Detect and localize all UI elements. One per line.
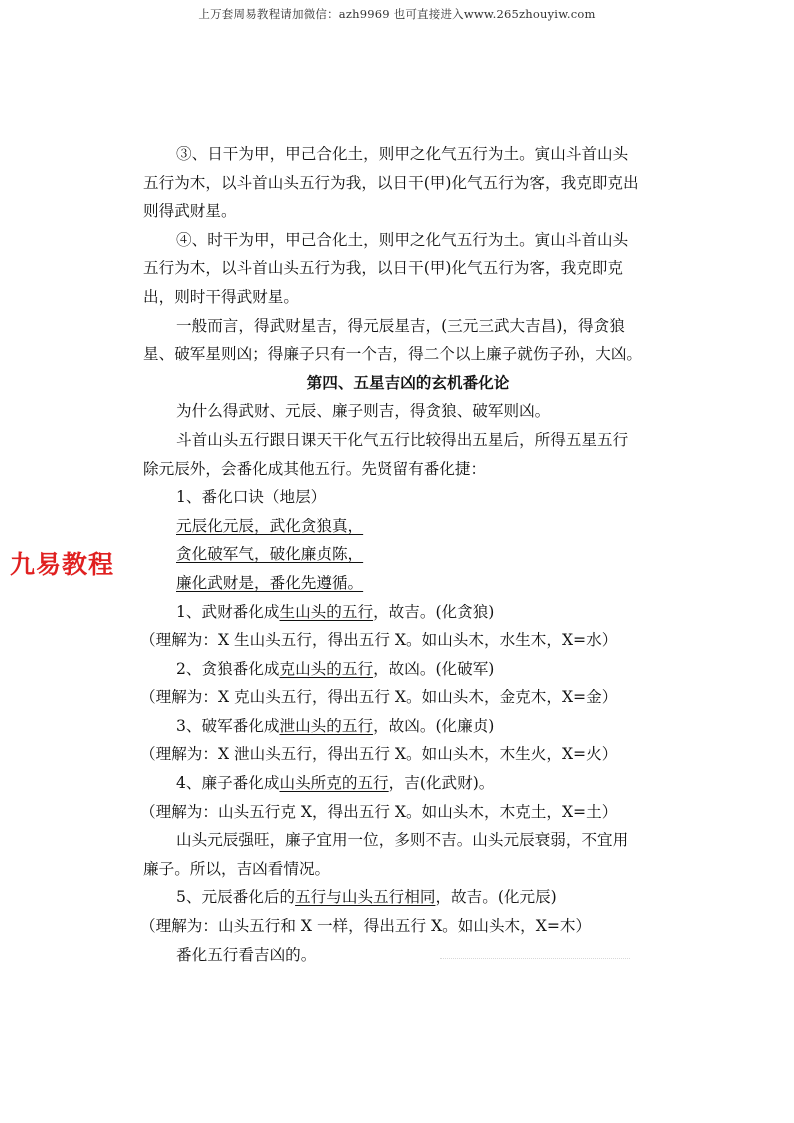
rule-extra-paragraph: 山头元辰强旺，廉子宜用一位，多则不吉。山头元辰衰弱，不宜用廉子。所以，吉凶看情况。 bbox=[143, 831, 629, 878]
rule-prefix: 4、廉子番化成 bbox=[176, 774, 280, 793]
rule-prefix: 1、武财番化成 bbox=[176, 602, 280, 621]
verse-text: 廉化武财是，番化先遵循。 bbox=[176, 573, 364, 592]
rule-note: （理解为：X 克山头五行，得出五行 X。如山头木，金克木，X=金） bbox=[140, 688, 618, 707]
watermark-logo: 九易教程 bbox=[10, 550, 115, 579]
rule-suffix: ，吉(化武财)。 bbox=[388, 774, 495, 793]
section-title: 第四、五星吉凶的玄机番化论 bbox=[306, 372, 510, 392]
paragraph-summary: 一般而言，得武财星吉，得元辰星吉，(三元三武大吉昌)，得贪狼星、破军星则凶；得廉子只有一个吉，得二个以上廉子就伤子孙，大凶。 bbox=[143, 316, 643, 364]
intro-explanation: 斗首山头五行跟日课天干化气五行比较得出五星后，所得五星五行除元辰外，会番化成其他五行。先贤留有番化捷： bbox=[143, 430, 629, 478]
rule-key-term: 山头所克的五行 bbox=[279, 774, 389, 793]
rule-prefix: 5、元辰番化后的 bbox=[176, 888, 296, 907]
verse-line bbox=[143, 540, 643, 569]
rule-prefix: 3、破军番化成 bbox=[176, 716, 280, 735]
rule-suffix: ，故吉。(化贪狼) bbox=[373, 602, 495, 621]
rule-line bbox=[143, 769, 643, 798]
verse-line bbox=[143, 569, 643, 598]
rule-note: （理解为：山头五行和 X 一样，得出五行 X。如山头木，X=木） bbox=[140, 917, 592, 936]
verse-line bbox=[143, 512, 643, 541]
rule-key-term: 克山头的五行 bbox=[279, 659, 374, 678]
rule-suffix: ，故凶。(化廉贞) bbox=[373, 716, 495, 735]
rule-note: （理解为：X 生山头五行，得出五行 X。如山头木，水生木，X=水） bbox=[140, 631, 618, 650]
rule-suffix: ，故吉。(化元辰) bbox=[435, 888, 557, 907]
intro-question: 为什么得武财、元辰、廉子则吉，得贪狼、破军则凶。 bbox=[176, 402, 551, 421]
paragraph-day-stem: ③、日干为甲，甲己合化土，则甲之化气五行为土。寅山斗首山头五行为木，以斗首山头五行为我，以日干(甲)化气五行为客，我克即克出则得武财星。 bbox=[143, 145, 639, 221]
rule-key-term: 泄山头的五行 bbox=[279, 716, 374, 735]
paragraph-hour-stem: ④、时干为甲，甲己合化土，则甲之化气五行为土。寅山斗首山头五行为木，以斗首山头五行为我，以日干(甲)化气五行为客，我克即克出，则时干得武财星。 bbox=[143, 230, 629, 306]
rule-note: （理解为：X 泄山头五行，得出五行 X。如山头木，木生火，X=火） bbox=[140, 745, 618, 764]
rule-note: （理解为：山头五行克 X，得出五行 X。如山头木，木克土，X=土） bbox=[140, 802, 618, 821]
rule-line bbox=[143, 883, 643, 912]
rule-line bbox=[143, 655, 643, 684]
document-body bbox=[140, 140, 643, 969]
scan-artifact-line bbox=[440, 958, 630, 959]
page-header: 上万套周易教程请加微信：azh9969 也可直接进入www.265zhouyiw.com bbox=[198, 7, 596, 21]
rule-suffix: ，故凶。(化破军) bbox=[373, 659, 495, 678]
rule-line bbox=[143, 712, 643, 741]
rule-line bbox=[143, 598, 643, 627]
verse-text: 贪化破军气，破化廉贞陈， bbox=[176, 545, 364, 564]
closing-line: 番化五行看吉凶的。 bbox=[176, 945, 317, 964]
verse-text: 元辰化元辰，武化贪狼真， bbox=[176, 516, 364, 535]
rule-key-term: 五行与山头五行相同 bbox=[295, 888, 436, 907]
rule-key-term: 生山头的五行 bbox=[279, 602, 374, 621]
verse-heading: 1、番化口诀（地层） bbox=[176, 488, 327, 507]
rule-prefix: 2、贪狼番化成 bbox=[176, 659, 280, 678]
